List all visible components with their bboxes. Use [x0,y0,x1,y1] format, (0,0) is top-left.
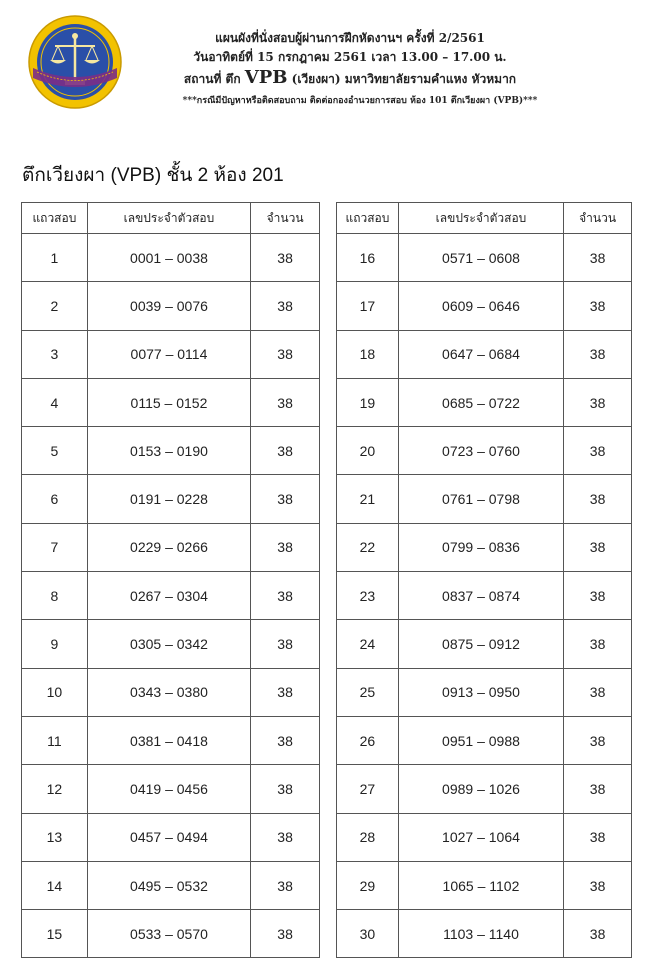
table-row [337,668,632,716]
cell-exam-id-range: 0457 – 0494 [87,813,250,861]
table-row [337,523,632,571]
cell-exam-id-range: 0571 – 0608 [398,234,563,282]
cell-exam-id-range: 0647 – 0684 [398,330,563,378]
cell-exam-id-range: 0913 – 0950 [398,668,563,716]
cell-row-number: 22 [337,523,399,571]
cell-row-number: 12 [22,765,88,813]
table-header-row [337,203,632,234]
header-count: จำนวน [564,203,632,234]
seating-table-right [336,202,632,958]
cell-row-number: 20 [337,427,399,475]
table-row [337,475,632,523]
cell-count: 38 [564,572,632,620]
cell-exam-id-range: 0989 – 1026 [398,765,563,813]
cell-count: 38 [251,620,320,668]
cell-count: 38 [564,523,632,571]
cell-count: 38 [564,282,632,330]
cell-row-number: 6 [22,475,88,523]
cell-count: 38 [564,427,632,475]
table-header-row [22,203,320,234]
cell-exam-id-range: 0761 – 0798 [398,475,563,523]
cell-exam-id-range: 0951 – 0988 [398,716,563,764]
table-row [22,716,320,764]
cell-row-number: 14 [22,861,88,909]
cell-row-number: 27 [337,765,399,813]
cell-row-number: 19 [337,378,399,426]
table-row [22,572,320,620]
cell-row-number: 28 [337,813,399,861]
cell-exam-id-range: 0685 – 0722 [398,378,563,426]
cell-count: 38 [564,668,632,716]
cell-row-number: 1 [22,234,88,282]
cell-row-number: 4 [22,378,88,426]
table-row [22,523,320,571]
header-exam-id-range: เลขประจำตัวสอบ [87,203,250,234]
table-row [22,282,320,330]
room-title: ตึกเวียงผา (VPB) ชั้น 2 ห้อง 201 [22,165,284,186]
table-row [337,330,632,378]
cell-count: 38 [251,282,320,330]
cell-row-number: 29 [337,861,399,909]
cell-exam-id-range: 0609 – 0646 [398,282,563,330]
cell-row-number: 11 [22,716,88,764]
location-suffix: (เวียงผา) มหาวิทยาลัยรามคำแหง หัวหมาก [287,72,517,86]
cell-count: 38 [251,765,320,813]
cell-row-number: 16 [337,234,399,282]
cell-count: 38 [564,234,632,282]
cell-row-number: 7 [22,523,88,571]
header-date-time: วันอาทิตย์ที่ 15 กรกฎาคม 2561 เวลา 13.00 – 17.00 น. [193,50,507,64]
location-building-code: VPB [244,67,288,88]
cell-exam-id-range: 0039 – 0076 [87,282,250,330]
cell-row-number: 17 [337,282,399,330]
table-row [22,475,320,523]
cell-count: 38 [251,813,320,861]
cell-count: 38 [251,572,320,620]
document-header [120,30,640,112]
cell-exam-id-range: 1103 – 1140 [398,910,563,958]
cell-count: 38 [251,910,320,958]
cell-count: 38 [564,765,632,813]
cell-count: 38 [564,716,632,764]
cell-count: 38 [251,427,320,475]
table-row [22,330,320,378]
cell-count: 38 [564,910,632,958]
table-body [22,234,320,958]
cell-row-number: 10 [22,668,88,716]
table-row [337,234,632,282]
location-prefix: สถานที่ ตึก [183,72,245,86]
table-row [22,668,320,716]
cell-row-number: 9 [22,620,88,668]
table-row [337,910,632,958]
cell-count: 38 [564,378,632,426]
table-row [22,427,320,475]
cell-count: 38 [564,813,632,861]
cell-exam-id-range: 0115 – 0152 [87,378,250,426]
table-row [337,861,632,909]
seating-table-left [21,202,320,958]
cell-row-number: 13 [22,813,88,861]
table-row [337,813,632,861]
cell-count: 38 [251,716,320,764]
header-contact-note: ***กรณีมีปัญหาหรือติดสอบถาม ติดต่อกองอำนวยการสอบ ห้อง 101 ตึกเวียงผา (VPB)*** [182,96,538,106]
cell-row-number: 3 [22,330,88,378]
cell-exam-id-range: 0419 – 0456 [87,765,250,813]
cell-row-number: 21 [337,475,399,523]
cell-count: 38 [251,475,320,523]
table-row [337,716,632,764]
header-count: จำนวน [251,203,320,234]
cell-row-number: 18 [337,330,399,378]
cell-row-number: 23 [337,572,399,620]
cell-row-number: 5 [22,427,88,475]
cell-count: 38 [564,620,632,668]
cell-count: 38 [564,475,632,523]
cell-count: 38 [564,330,632,378]
cell-row-number: 8 [22,572,88,620]
cell-exam-id-range: 0723 – 0760 [398,427,563,475]
table-row [337,765,632,813]
cell-count: 38 [251,378,320,426]
cell-count: 38 [251,668,320,716]
cell-exam-id-range: 0305 – 0342 [87,620,250,668]
table-row [337,427,632,475]
header-row-number: แถวสอบ [337,203,399,234]
table-row [337,620,632,668]
header-row-number: แถวสอบ [22,203,88,234]
table-row [22,234,320,282]
cell-exam-id-range: 0267 – 0304 [87,572,250,620]
cell-exam-id-range: 1027 – 1064 [398,813,563,861]
cell-exam-id-range: 0875 – 0912 [398,620,563,668]
table-row [22,378,320,426]
cell-exam-id-range: 0837 – 0874 [398,572,563,620]
cell-exam-id-range: 0799 – 0836 [398,523,563,571]
table-row [22,861,320,909]
table-row [337,378,632,426]
table-row [337,282,632,330]
cell-count: 38 [564,861,632,909]
table-row [22,765,320,813]
cell-count: 38 [251,861,320,909]
cell-exam-id-range: 0001 – 0038 [87,234,250,282]
cell-exam-id-range: 0495 – 0532 [87,861,250,909]
cell-row-number: 2 [22,282,88,330]
cell-exam-id-range: 1065 – 1102 [398,861,563,909]
cell-row-number: 26 [337,716,399,764]
table-row [22,620,320,668]
header-exam-id-range: เลขประจำตัวสอบ [398,203,563,234]
table-body [337,234,632,958]
table-row [22,813,320,861]
cell-exam-id-range: 0153 – 0190 [87,427,250,475]
table-row [337,572,632,620]
cell-exam-id-range: 0343 – 0380 [87,668,250,716]
cell-exam-id-range: 0077 – 0114 [87,330,250,378]
cell-count: 38 [251,523,320,571]
cell-row-number: 24 [337,620,399,668]
cell-count: 38 [251,234,320,282]
cell-row-number: 25 [337,668,399,716]
table-row [22,910,320,958]
cell-count: 38 [251,330,320,378]
cell-exam-id-range: 0229 – 0266 [87,523,250,571]
cell-row-number: 30 [337,910,399,958]
header-location [60,67,640,90]
cell-exam-id-range: 0533 – 0570 [87,910,250,958]
cell-exam-id-range: 0191 – 0228 [87,475,250,523]
cell-exam-id-range: 0381 – 0418 [87,716,250,764]
cell-row-number: 15 [22,910,88,958]
header-title: แผนผังที่นั่งสอบผู้ผ่านการฝึกหัดงานฯ ครั้งที่ 2/2561 [215,31,485,45]
